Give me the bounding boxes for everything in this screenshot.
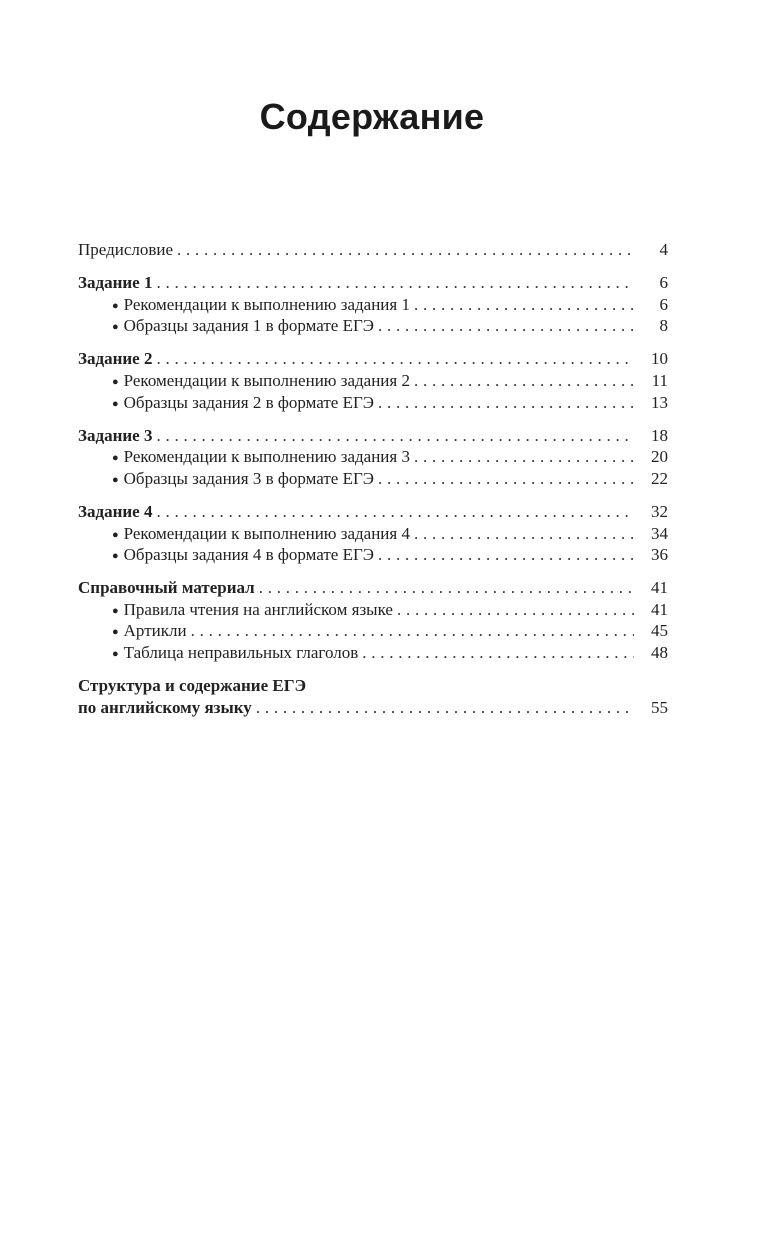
page-title: Содержание bbox=[259, 96, 485, 137]
toc-entry-task-2[interactable] bbox=[78, 348, 668, 370]
dot-leader bbox=[378, 392, 634, 414]
toc-entry-label: Рекомендации к выполнению задания 1 bbox=[123, 294, 410, 314]
dot-leader bbox=[156, 501, 634, 523]
toc-page-number: 22 bbox=[651, 468, 668, 488]
dot-leader bbox=[378, 544, 634, 566]
toc-entry-label: Задание 3 bbox=[78, 425, 153, 445]
toc-entry-label: Таблица неправильных глаголов bbox=[123, 643, 359, 662]
bullet-icon: ● bbox=[112, 626, 119, 639]
toc-page-number: 55 bbox=[651, 697, 668, 717]
toc-group-exam-structure bbox=[78, 675, 668, 718]
toc-entry-task-4[interactable] bbox=[78, 501, 668, 523]
dot-leader bbox=[156, 425, 634, 447]
toc-page-number: 11 bbox=[651, 370, 668, 390]
toc-page-number: 18 bbox=[651, 425, 668, 445]
dot-leader bbox=[414, 523, 634, 545]
toc-group-task-1 bbox=[78, 272, 668, 337]
toc-subentry[interactable] bbox=[78, 599, 668, 621]
toc-page-number: 13 bbox=[651, 392, 668, 412]
dot-leader bbox=[414, 370, 634, 392]
toc-page-number: 34 bbox=[651, 523, 668, 543]
toc-subentry[interactable] bbox=[78, 620, 668, 642]
toc-page-number: 45 bbox=[651, 621, 668, 641]
dot-leader bbox=[156, 272, 634, 294]
dot-leader bbox=[378, 315, 634, 337]
toc-subentry[interactable] bbox=[78, 294, 668, 316]
toc-entry-exam-structure-line2[interactable] bbox=[78, 697, 668, 719]
toc-entry-label: Рекомендации к выполнению задания 3 bbox=[123, 447, 410, 467]
bullet-icon: ● bbox=[112, 375, 119, 388]
toc-entry-label: Рекомендации к выполнению задания 2 bbox=[123, 370, 410, 390]
toc-group-reference bbox=[78, 577, 668, 663]
dot-leader bbox=[414, 294, 634, 316]
toc-entry-label: Структура и содержание ЕГЭ bbox=[78, 676, 307, 696]
toc-group-task-2 bbox=[78, 348, 668, 413]
toc-page-number: 36 bbox=[651, 545, 668, 565]
dot-leader bbox=[177, 239, 634, 261]
dot-leader bbox=[191, 620, 634, 642]
toc-group-task-3 bbox=[78, 425, 668, 490]
toc-entry-label: Предисловие bbox=[78, 240, 174, 259]
toc-entry-label: Задание 1 bbox=[78, 273, 153, 293]
toc-entry-preface[interactable] bbox=[78, 239, 668, 261]
toc-entry-reference[interactable] bbox=[78, 577, 668, 599]
toc-entry-label: Справочный материал bbox=[78, 578, 255, 598]
table-of-contents bbox=[78, 239, 668, 730]
toc-page-number: 48 bbox=[651, 643, 668, 662]
toc-subentry[interactable] bbox=[78, 642, 668, 664]
toc-subentry[interactable] bbox=[78, 523, 668, 545]
dot-leader bbox=[156, 348, 634, 370]
bullet-icon: ● bbox=[112, 321, 119, 334]
toc-entry-label: Образцы задания 1 в формате ЕГЭ bbox=[123, 316, 375, 336]
toc-entry-label: Образцы задания 3 в формате ЕГЭ bbox=[123, 468, 375, 488]
dot-leader bbox=[414, 446, 634, 468]
toc-entry-label: Правила чтения на английском языке bbox=[123, 599, 393, 619]
toc-entry-exam-structure-line1[interactable] bbox=[78, 675, 668, 697]
bullet-icon: ● bbox=[112, 452, 119, 465]
toc-group-preface bbox=[78, 239, 668, 261]
dot-leader bbox=[256, 697, 634, 719]
toc-page-number: 41 bbox=[651, 578, 668, 598]
dot-leader bbox=[362, 642, 634, 664]
toc-entry-label: Задание 2 bbox=[78, 349, 153, 369]
toc-page-number: 20 bbox=[651, 447, 668, 467]
toc-subentry[interactable] bbox=[78, 446, 668, 468]
toc-subentry[interactable] bbox=[78, 544, 668, 566]
dot-leader bbox=[397, 599, 634, 621]
toc-page-number: 8 bbox=[659, 316, 668, 336]
toc-subentry[interactable] bbox=[78, 392, 668, 414]
bullet-icon: ● bbox=[112, 473, 119, 486]
toc-page-number: 4 bbox=[659, 240, 668, 259]
toc-subentry[interactable] bbox=[78, 468, 668, 490]
toc-entry-label: по английскому языку bbox=[78, 697, 252, 717]
bullet-icon: ● bbox=[112, 299, 119, 312]
toc-group-task-4 bbox=[78, 501, 668, 566]
dot-leader bbox=[259, 577, 634, 599]
toc-page-number: 10 bbox=[651, 349, 668, 369]
toc-page-number: 6 bbox=[659, 273, 668, 293]
toc-entry-task-1[interactable] bbox=[78, 272, 668, 294]
toc-page-number: 6 bbox=[659, 294, 668, 314]
toc-entry-label: Образцы задания 2 в формате ЕГЭ bbox=[123, 392, 375, 412]
toc-entry-label: Задание 4 bbox=[78, 501, 153, 521]
dot-leader bbox=[378, 468, 634, 490]
toc-subentry[interactable] bbox=[78, 315, 668, 337]
bullet-icon: ● bbox=[112, 550, 119, 563]
toc-entry-label: Рекомендации к выполнению задания 4 bbox=[123, 523, 410, 543]
bullet-icon: ● bbox=[112, 648, 119, 660]
toc-page-number: 41 bbox=[651, 599, 668, 619]
bullet-icon: ● bbox=[112, 604, 119, 617]
toc-entry-task-3[interactable] bbox=[78, 425, 668, 447]
bullet-icon: ● bbox=[112, 528, 119, 541]
toc-entry-label: Образцы задания 4 в формате ЕГЭ bbox=[123, 545, 375, 565]
toc-subentry[interactable] bbox=[78, 370, 668, 392]
bullet-icon: ● bbox=[112, 397, 119, 410]
toc-page-number: 32 bbox=[651, 501, 668, 521]
toc-entry-label: Артикли bbox=[123, 621, 187, 641]
